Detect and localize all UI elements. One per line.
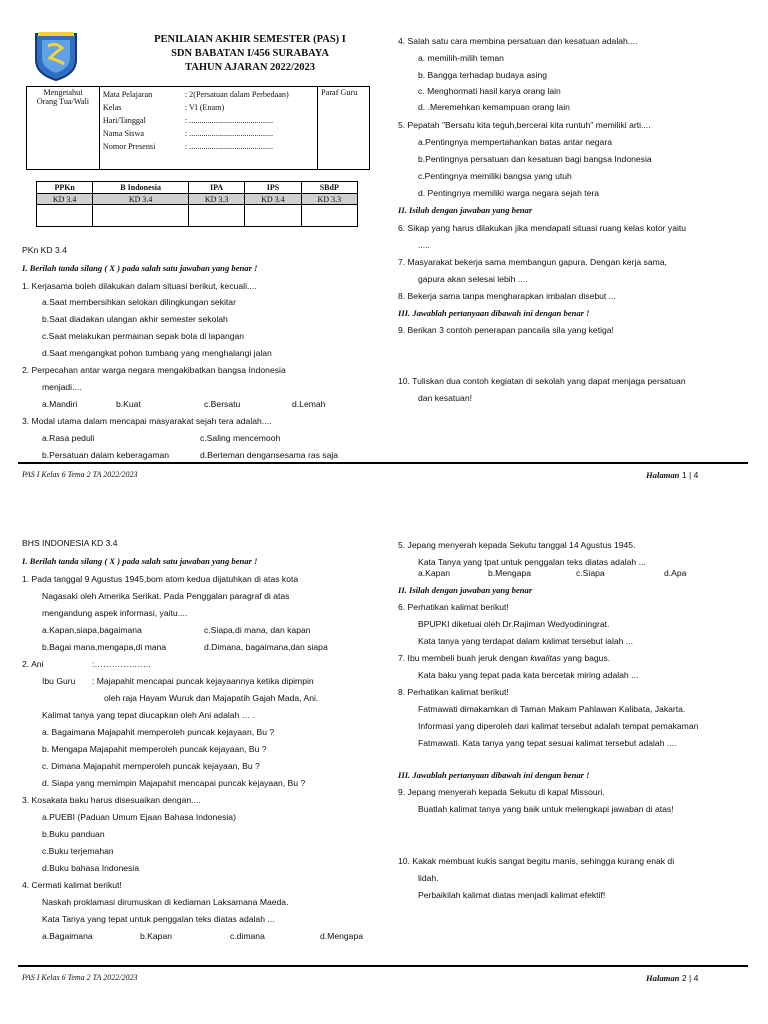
kd-code: KD 3.3 bbox=[188, 194, 244, 205]
option-a[interactable]: a.Kapan bbox=[418, 568, 451, 578]
option-c[interactable]: c.Siapa,di mana, dan kapan bbox=[204, 625, 311, 635]
kd-code: KD 3.4 bbox=[37, 194, 93, 205]
option-d[interactable]: d. .Meremehkan kemampuan orang lain bbox=[418, 102, 570, 112]
question-7-cont: Kata baku yang tepat pada kata bercetak miring adalah ... bbox=[418, 670, 639, 680]
option-c[interactable]: c. Menghormati hasil karya orang lain bbox=[418, 86, 561, 96]
question-8-cont: Informasi yang diperoleh dari kalimat tersebut adalah tempat pemakaman bbox=[418, 721, 699, 731]
footer-left: PAS I Kelas 6 Tema 2 TA 2022/2023 bbox=[22, 973, 138, 982]
question-8: 8. Perhatikan kalimat berikut! bbox=[398, 687, 509, 697]
paraf-guru-cell: Paraf Guru bbox=[318, 87, 370, 170]
info-row: Kelas : VI (Enam) bbox=[102, 103, 225, 112]
info-row[interactable]: Nama Siswa : ......................................... bbox=[102, 129, 274, 138]
score-cell[interactable] bbox=[93, 205, 189, 227]
question-1: 1. Pada tanggal 9 Agustus 1945,bom atom kedua dijatuhkan di atas kota bbox=[22, 574, 299, 584]
option-d[interactable]: d.Buku bahasa Indonesia bbox=[42, 863, 139, 873]
kd-subject: SBdP bbox=[301, 182, 357, 194]
question-10-cont: dan kesatuan! bbox=[418, 393, 472, 403]
option-c[interactable]: c.dimana bbox=[230, 931, 265, 941]
option-d[interactable]: d.Lemah bbox=[292, 399, 326, 409]
option-b[interactable]: b.Mengapa bbox=[488, 568, 532, 578]
score-cell[interactable] bbox=[188, 205, 244, 227]
question-1-cont: mengandung aspek informasi, yaitu.... bbox=[42, 608, 188, 618]
page-number-1: Halaman 1 | 4 bbox=[646, 470, 699, 480]
option-c[interactable]: c.Siapa bbox=[576, 568, 605, 578]
instruction-1: I. Berilah tanda silang ( X ) pada salah satu jawaban yang benar ! bbox=[22, 556, 258, 566]
info-row[interactable]: Hari/Tanggal : ......................................... bbox=[102, 116, 274, 125]
info-row[interactable]: Nomor Presensi : ......................................... bbox=[102, 142, 274, 151]
question-1-cont: Nagasaki oleh Amerika Serikat. Pada Penggalan paragraf di atas bbox=[42, 591, 290, 601]
option-a[interactable]: a.Pentingnya mempertahankan batas antar negara bbox=[418, 137, 612, 147]
question-10-cont: Perbaikilah kalimat diatas menjadi kalimat efektif! bbox=[418, 890, 606, 900]
option-c[interactable]: c. Dimana Majapahit memperoleh puncak kejayaan, Bu ? bbox=[42, 761, 260, 771]
question-6-cont: Kata tanya yang terdapat dalam kalimat tersebut ialah ... bbox=[418, 636, 633, 646]
kd-code: KD 3.4 bbox=[245, 194, 301, 205]
option-c[interactable]: c.Pentingnya memiliki bangsa yang utuh bbox=[418, 171, 572, 181]
question-4-cont: Kata Tanya yang tepat untuk penggalan teks diatas adalah ... bbox=[42, 914, 275, 924]
option-a[interactable]: a.Mandiri bbox=[42, 399, 78, 409]
option-d[interactable]: d. Siapa yang memimpin Majapahit mencapai puncak kejayaan, Bu ? bbox=[42, 778, 306, 788]
ortu-label: Orang Tua/Wali bbox=[36, 97, 90, 106]
mengetahui-label: Mengetahui bbox=[43, 88, 83, 97]
instruction-1: I. Berilah tanda silang ( X ) pada salah satu jawaban yang benar ! bbox=[22, 263, 258, 273]
kd-code: KD 3.3 bbox=[301, 194, 357, 205]
score-cell[interactable] bbox=[245, 205, 301, 227]
option-d[interactable]: d.Berteman dengansesama ras saja bbox=[200, 450, 339, 460]
option-b[interactable]: b.Buku panduan bbox=[42, 829, 105, 839]
question-2: 2. Perpecahan antar warga negara mengakibatkan bangsa Indonesia bbox=[22, 365, 286, 375]
dialog-text: : Majapahit mencapai puncak kejayaannya ketika dipimpin bbox=[92, 676, 314, 686]
instruction-2: II. Isilah dengan jawaban yang benar bbox=[398, 205, 533, 215]
question-8-cont: Fatmawati dimakamkan di Taman Makam Pahlawan Kalibata, Jakarta. bbox=[418, 704, 686, 714]
option-b[interactable]: b. Bangga terhadap budaya asing bbox=[418, 70, 548, 80]
instruction-3: III. Jawablah pertanyaan dibawah ini dengan benar ! bbox=[398, 770, 590, 780]
kd-subject: PPKn bbox=[37, 182, 93, 194]
question-7-cont: gapura akan selesai lebih .... bbox=[418, 274, 528, 284]
option-a[interactable]: a.Kapan,siapa,bagaimana bbox=[42, 625, 142, 635]
dialog-speaker: Ibu Guru bbox=[42, 676, 76, 686]
question-1: 1. Kerjasama boleh dilakukan dalam situasi berikut, kecuali.... bbox=[22, 281, 257, 291]
option-a[interactable]: a.PUEBI (Paduan Umum Ejaan Bahasa Indonesia) bbox=[42, 812, 236, 822]
question-8-cont: Fatmawati. Kata tanya yang tepat sesuai kalimat tersebut adalah .... bbox=[418, 738, 677, 748]
kd-subject: IPA bbox=[188, 182, 244, 194]
option-b[interactable]: b.Saat diadakan ulangan akhir semester sekolah bbox=[42, 314, 228, 324]
question-6-cont: ..... bbox=[418, 240, 430, 250]
question-4: 4. Salah satu cara membina persatuan dan kesatuan adalah.... bbox=[398, 36, 638, 46]
section-title: PKn KD 3.4 bbox=[22, 245, 67, 255]
option-d[interactable]: d. Pentingnya memiliki warga negara sejah tera bbox=[418, 188, 600, 198]
question-10: 10. Tuliskan dua contoh kegiatan di sekolah yang dapat menjaga persatuan bbox=[398, 376, 686, 386]
question-6: 6. Sikap yang harus dilakukan jika mendapati situasi ruang kelas kotor yaitu bbox=[398, 223, 687, 233]
question-2-prompt: Kalimat tanya yang tepat diucapkan oleh Ani adalah … . bbox=[42, 710, 256, 720]
option-a[interactable]: a. memilih-milih teman bbox=[418, 53, 504, 63]
question-9-cont: Buatlah kalimat tanya yang baik untuk melengkapi jawaban di atas! bbox=[418, 804, 674, 814]
surabaya-crest-icon bbox=[32, 30, 80, 82]
option-c[interactable]: c.Buku terjemahan bbox=[42, 846, 114, 856]
option-b[interactable]: b. Mengapa Majapahit memperoleh puncak kejayaan, Bu ? bbox=[42, 744, 267, 754]
option-b[interactable]: b.Persatuan dalam keberagaman bbox=[42, 450, 170, 460]
kd-subject: IPS bbox=[245, 182, 301, 194]
student-info-table bbox=[26, 86, 370, 170]
header-line-2: SDN BABATAN I/456 SURABAYA bbox=[171, 48, 329, 59]
question-7: 7. Masyarakat bekerja sama membangun gapura. Dengan kerja sama, bbox=[398, 257, 667, 267]
header-line-1: PENILAIAN AKHIR SEMESTER (PAS) I bbox=[154, 34, 346, 45]
option-b[interactable]: b.Pentingnya persatuan dan kesatuan bagi bangsa Indonesia bbox=[418, 154, 652, 164]
option-a[interactable]: a. Bagaimana Majapahit memperoleh puncak kejayaan, Bu ? bbox=[42, 727, 275, 737]
option-d[interactable]: d.Mengapa bbox=[320, 931, 364, 941]
option-a[interactable]: a.Bagaimana bbox=[42, 931, 93, 941]
question-10: 10. Kakak membuat kukis sangat begitu manis, sehingga kurang enak di bbox=[398, 856, 675, 866]
info-row: Mata Pelajaran : 2(Persatuan dalam Perbedaan) bbox=[102, 90, 289, 99]
question-8: 8. Bekerja sama tanpa mengharapkan imbalan disebut ... bbox=[398, 291, 616, 301]
question-9: 9. Jepang menyerah kepada Sekutu di kapal Missouri. bbox=[398, 787, 605, 797]
dialog-ani-blank: :……………….. bbox=[92, 659, 151, 669]
option-c[interactable]: c.Saling mencemooh bbox=[200, 433, 281, 443]
footer-rule bbox=[18, 462, 748, 464]
question-2-cont: menjadi.... bbox=[42, 382, 82, 392]
question-7: 7. Ibu membeli buah jeruk dengan kwalitas yang bagus. bbox=[398, 653, 611, 663]
question-6-cont: BPUPKI diketuai oleh Dr.Rajiman Wedyodiningrat. bbox=[418, 619, 610, 629]
score-cell[interactable] bbox=[37, 205, 93, 227]
dialog-text-cont: oleh raja Hayam Wuruk dan Majapatih Gajah Mada, Ani. bbox=[104, 693, 319, 703]
option-c[interactable]: c.Saat melakukan permainan sepak bola di lapangan bbox=[42, 331, 245, 341]
instruction-2: II. Isilah dengan jawaban yang benar bbox=[398, 585, 533, 595]
page-number-2: Halaman 2 | 4 bbox=[646, 973, 699, 983]
question-5: 5. Pepatah "Bersatu kita teguh,bercerai kita runtuh" memiliki arti.... bbox=[398, 120, 651, 130]
section-title: BHS INDONESIA KD 3.4 bbox=[22, 538, 118, 548]
question-2: 2. Ani bbox=[22, 659, 44, 669]
footer-rule bbox=[18, 965, 748, 967]
option-b[interactable]: b.Kapan bbox=[140, 931, 173, 941]
option-c[interactable]: c.Bersatu bbox=[204, 399, 241, 409]
kd-subject: B Indonesia bbox=[93, 182, 189, 194]
kd-score-table bbox=[36, 181, 358, 227]
option-d[interactable]: d.Saat mengangkat pohon tumbang yang menghalangi jalan bbox=[42, 348, 272, 358]
option-b[interactable]: b.Kuat bbox=[116, 399, 141, 409]
question-5-cont: Kata Tanya yang tpat untuk penggalan teks diatas adalah ... bbox=[418, 557, 646, 567]
footer-left: PAS I Kelas 6 Tema 2 TA 2022/2023 bbox=[22, 470, 138, 479]
question-5: 5. Jepang menyerah kepada Sekutu tanggal 14 Agustus 1945. bbox=[398, 540, 636, 550]
question-10-cont: lidah. bbox=[418, 873, 439, 883]
question-9: 9. Berikan 3 contoh penerapan pancaila sila yang ketiga! bbox=[398, 325, 614, 335]
question-4: 4. Cermati kalimat berikut! bbox=[22, 880, 122, 890]
question-4-cont: Naskah proklamasi dirumuskan di kediaman Laksamana Maeda. bbox=[42, 897, 289, 907]
option-a[interactable]: a.Rasa peduli bbox=[42, 433, 95, 443]
score-cell[interactable] bbox=[301, 205, 357, 227]
question-6: 6. Perhatikan kalimat berikut! bbox=[398, 602, 509, 612]
option-a[interactable]: a.Saat membersihkan selokan dilingkungan sekitar bbox=[42, 297, 236, 307]
instruction-3: III. Jawablah pertanyaan dibawah ini dengan benar ! bbox=[398, 308, 590, 318]
option-d[interactable]: d.Apa bbox=[664, 568, 687, 578]
question-3: 3. Kosakata baku harus disesuaikan dengan.... bbox=[22, 795, 201, 805]
question-3: 3. Modal utama dalam mencapai masyarakat sejah tera adalah.... bbox=[22, 416, 272, 426]
header-line-3: TAHUN AJARAN 2022/2023 bbox=[185, 62, 315, 73]
option-b[interactable]: b.Bagai mana,mengapa,di mana bbox=[42, 642, 167, 652]
option-d[interactable]: d.Dimana, bagaimana,dan siapa bbox=[204, 642, 328, 652]
kd-code: KD 3.4 bbox=[93, 194, 189, 205]
